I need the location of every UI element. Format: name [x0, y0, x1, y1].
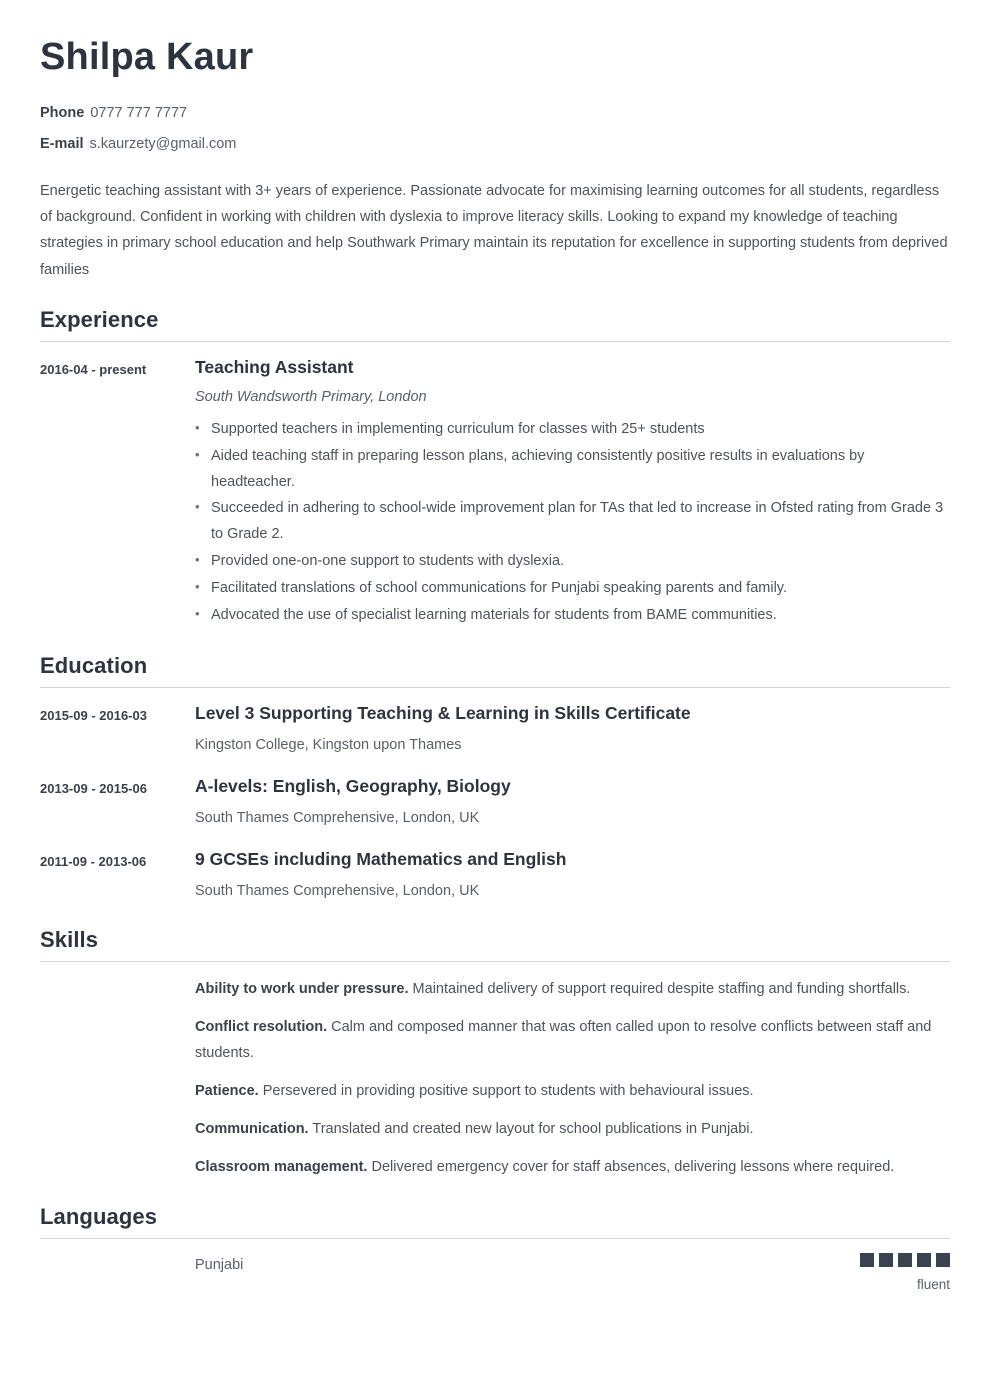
- skill-name: Conflict resolution.: [195, 1018, 328, 1035]
- section-languages: [40, 1204, 950, 1295]
- skill-name: Classroom management.: [195, 1159, 368, 1176]
- proficiency-square: [898, 1253, 912, 1267]
- list-item: • Provided one-on-one support to students with dyslexia.: [195, 549, 950, 575]
- experience-employer: South Wandsworth Primary, London: [195, 388, 427, 405]
- section-title-languages: Languages: [40, 1204, 158, 1230]
- section-title-experience: Experience: [40, 307, 159, 333]
- list-item: • Advocated the use of specialist learning materials for students from BAME communities.: [195, 603, 950, 629]
- proficiency-square: [860, 1253, 874, 1267]
- skill-description: Translated and created new layout for school publications in Punjabi.: [312, 1121, 754, 1138]
- skill-description: Delivered emergency cover for staff absences, delivering lessons where required.: [371, 1159, 895, 1176]
- education-dates: 2013-09 - 2015-06: [40, 781, 147, 797]
- skill-description: Calm and composed manner that was often called upon to resolve conflicts between staff and students.: [195, 1018, 932, 1061]
- language-row: [195, 1253, 950, 1295]
- education-school: South Thames Comprehensive, London, UK: [195, 882, 480, 899]
- section-skills: [40, 927, 950, 1181]
- proficiency-square: [879, 1253, 893, 1267]
- section-divider: [40, 1238, 950, 1239]
- proficiency-square: [917, 1253, 931, 1267]
- experience-dates: 2016-04 - present: [40, 362, 147, 378]
- section-title-education: Education: [40, 653, 148, 679]
- candidate-name: Shilpa Kaur: [40, 36, 254, 78]
- skills-list: [195, 976, 950, 1181]
- education-dates: 2011-09 - 2013-06: [40, 853, 147, 869]
- skill-name: Patience.: [195, 1083, 259, 1100]
- education-body: [195, 775, 950, 830]
- language-name: Punjabi: [195, 1257, 244, 1274]
- education-dates: 2015-09 - 2016-03: [40, 708, 147, 724]
- education-body: [195, 848, 950, 903]
- section-divider: [40, 961, 950, 962]
- section-title-skills: Skills: [40, 926, 99, 952]
- education-degree: A-levels: English, Geography, Biology: [195, 776, 511, 797]
- contact-value-email[interactable]: s.kaurzety@gmail.com: [89, 136, 237, 153]
- education-body: [195, 702, 950, 757]
- skill-description: Maintained delivery of support required despite staffing and funding shortfalls.: [412, 980, 911, 997]
- skill-name: Communication.: [195, 1121, 309, 1138]
- section-education: [40, 653, 950, 902]
- education-entry: [40, 702, 950, 757]
- list-item: [195, 1116, 950, 1142]
- education-entry: [40, 775, 950, 830]
- experience-job-title: Teaching Assistant: [195, 357, 354, 378]
- contact-value-phone[interactable]: 0777 777 7777: [90, 104, 188, 121]
- experience-entry: [40, 356, 950, 629]
- language-level-label: fluent: [916, 1277, 950, 1293]
- education-degree: 9 GCSEs including Mathematics and English: [195, 848, 567, 869]
- skills-wrapper: [40, 976, 950, 1181]
- proficiency-square: [936, 1253, 950, 1267]
- list-item: [195, 1154, 950, 1180]
- list-item: • Aided teaching staff in preparing lesson plans, achieving consistently positive results in evaluations by headteacher.: [195, 444, 950, 496]
- list-item: • Facilitated translations of school communications for Punjabi speaking parents and family.: [195, 576, 950, 602]
- education-school: South Thames Comprehensive, London, UK: [195, 809, 480, 826]
- education-entry: [40, 848, 950, 903]
- contact-label-email: E-mail: [40, 136, 84, 153]
- section-divider: [40, 687, 950, 688]
- section-divider: [40, 341, 950, 342]
- resume-header: [40, 0, 950, 156]
- contact-row-email: [40, 133, 950, 155]
- skill-name: Ability to work under pressure.: [195, 980, 409, 997]
- list-item: [195, 1078, 950, 1104]
- experience-bullet-list: [195, 417, 950, 628]
- contact-row-phone: [40, 102, 950, 124]
- skill-description: Persevered in providing positive support to students with behavioural issues.: [262, 1083, 754, 1100]
- professional-summary: Energetic teaching assistant with 3+ years of experience. Passionate advocate for maximising learning outcomes for all students, regardless of background. Confident in working with children with dyslexia to improve literacy skills. Looking to expand my knowledge of teaching strategies in primary school education and help Southwark Primary maintain its reputation for excellence in supporting students from deprived families: [40, 182, 948, 278]
- language-rating: [860, 1253, 950, 1295]
- language-proficiency-squares: [860, 1253, 950, 1267]
- education-degree: Level 3 Supporting Teaching & Learning in Skills Certificate: [195, 703, 691, 724]
- contact-label-phone: Phone: [40, 104, 85, 121]
- list-item: [195, 976, 950, 1002]
- list-item: [195, 1014, 950, 1066]
- list-item: • Supported teachers in implementing curriculum for classes with 25+ students: [195, 417, 950, 443]
- list-item: • Succeeded in adhering to school-wide improvement plan for TAs that led to increase in Ofsted rating from Grade 3 to Grade 2.: [195, 496, 950, 548]
- section-experience: [40, 307, 950, 629]
- contact-list: [40, 102, 950, 156]
- languages-wrapper: [40, 1253, 950, 1295]
- education-school: Kingston College, Kingston upon Thames: [195, 736, 462, 753]
- experience-body: [195, 356, 950, 629]
